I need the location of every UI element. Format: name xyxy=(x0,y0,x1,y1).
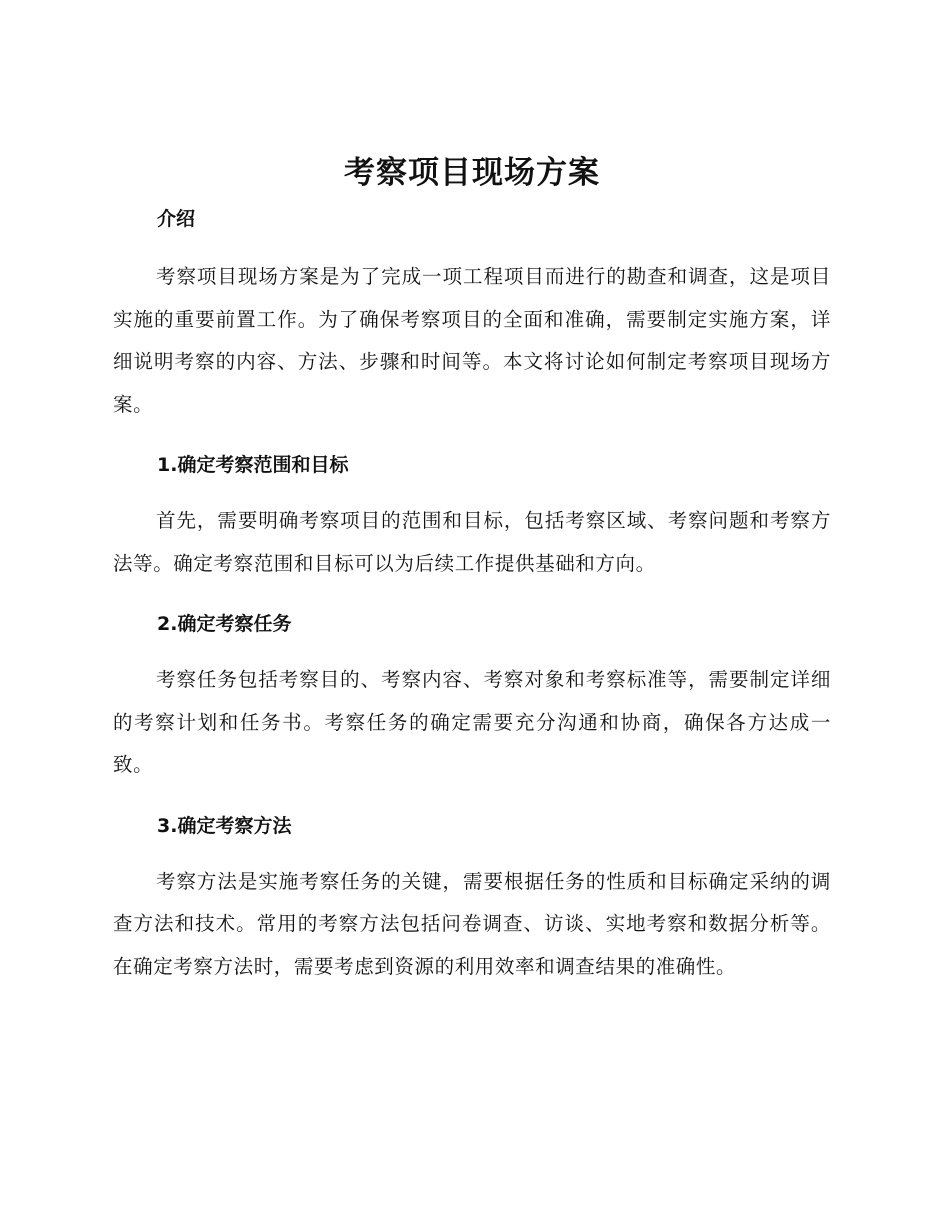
document-page xyxy=(113,148,831,988)
section-paragraph: 考察项目现场方案是为了完成一项工程项目而进行的勘查和调查，这是项目实施的重要前置工作。为了确保考察项目的全面和准确，需要制定实施方案，详细说明考察的内容、方法、步骤和时间等。本文将讨论如何制定考察项目现场方案。 xyxy=(113,265,831,416)
section-methods xyxy=(113,811,831,989)
section-paragraph: 考察任务包括考察目的、考察内容、考察对象和考察标准等，需要制定详细的考察计划和任务书。考察任务的确定需要充分沟通和协商，确保各方达成一致。 xyxy=(113,668,831,776)
section-paragraph: 考察方法是实施考察任务的关键，需要根据任务的性质和目标确定采纳的调查方法和技术。常用的考察方法包括问卷调查、访谈、实地考察和数据分析等。在确定考察方法时，需要考虑到资源的利用效率和调查结果的准确性。 xyxy=(113,869,831,978)
section-heading: 介绍 xyxy=(157,208,196,230)
section-paragraph: 首先，需要明确考察项目的范围和目标，包括考察区域、考察问题和考察方法等。确定考察范围和目标可以为后续工作提供基础和方向。 xyxy=(113,509,831,575)
document-title: 考察项目现场方案 xyxy=(344,155,600,191)
section-heading: 2.确定考察任务 xyxy=(157,613,292,635)
section-heading: 3.确定考察方法 xyxy=(157,814,292,837)
section-scope-and-goals xyxy=(113,450,831,585)
section-intro xyxy=(113,204,831,426)
section-heading: 1.确定考察范围和目标 xyxy=(157,454,349,476)
section-tasks xyxy=(113,609,831,787)
